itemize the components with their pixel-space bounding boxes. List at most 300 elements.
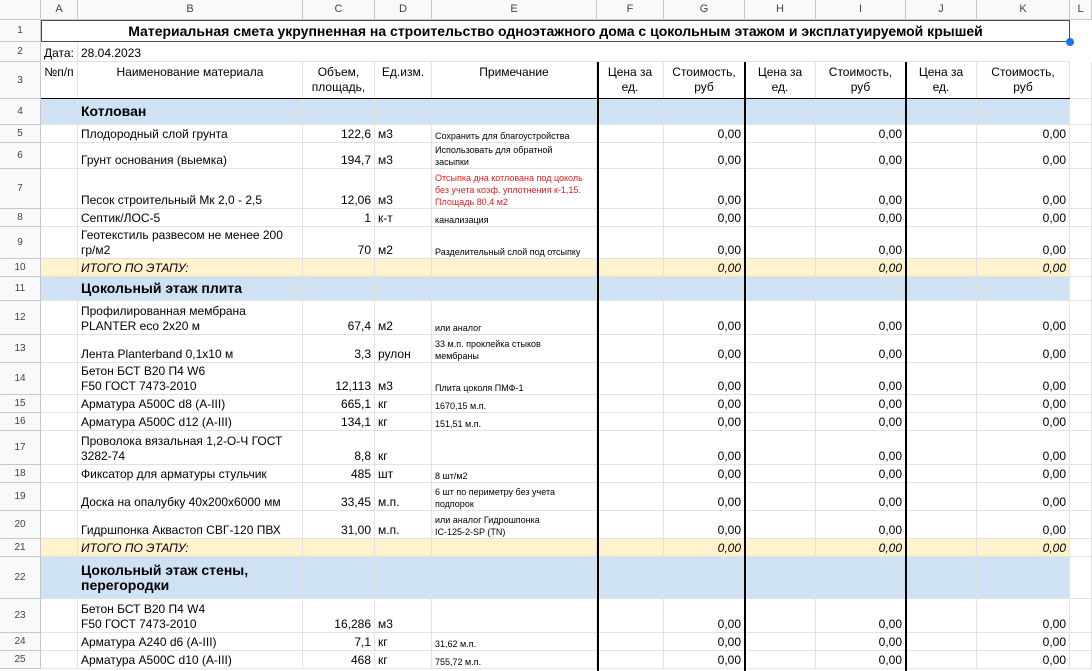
cost-cell[interactable]: 0,00 — [816, 335, 906, 363]
cell[interactable] — [597, 277, 664, 301]
cell[interactable] — [1070, 125, 1092, 143]
price-cell[interactable] — [597, 431, 664, 465]
price-cell[interactable] — [597, 227, 664, 259]
cost-cell[interactable]: 0,00 — [816, 483, 906, 511]
price-cell[interactable] — [906, 363, 977, 395]
material-name[interactable]: Лента Planterband 0,1х10 м — [78, 335, 303, 363]
section-title[interactable] — [78, 99, 303, 125]
cost-cell[interactable]: 0,00 — [816, 599, 906, 633]
cost-cell[interactable]: 0,00 — [816, 413, 906, 431]
row-number[interactable]: 6 — [0, 143, 41, 169]
note-cell[interactable]: или аналог — [432, 301, 597, 335]
price-cell[interactable] — [906, 539, 977, 557]
volume-cell[interactable]: 468 — [303, 651, 375, 669]
price-cell[interactable] — [597, 259, 664, 277]
section-title[interactable] — [78, 277, 303, 301]
note-cell[interactable]: 33 м.п. проклейка стыков мембраны — [432, 335, 597, 363]
cell[interactable] — [41, 259, 78, 277]
material-name[interactable]: Арматура А500С d10 (А-III) — [78, 651, 303, 669]
price-cell[interactable] — [597, 169, 664, 209]
row-number[interactable]: 4 — [0, 99, 41, 125]
material-name[interactable]: Геотекстиль развесом не менее 200 гр/м2 — [78, 227, 303, 259]
cell[interactable] — [41, 227, 78, 259]
cost-cell[interactable]: 0,00 — [977, 143, 1070, 169]
price-cell[interactable] — [745, 169, 816, 209]
row-number[interactable]: 8 — [0, 209, 41, 227]
unit-cell[interactable] — [375, 539, 432, 557]
price-cell[interactable] — [906, 209, 977, 227]
cost-cell[interactable]: 0,00 — [664, 143, 745, 169]
unit-cell[interactable]: м3 — [375, 143, 432, 169]
material-name[interactable]: Бетон БСТ В20 П4 W6 F50 ГОСТ 7473-2010 — [78, 363, 303, 395]
column-header-g[interactable]: G — [664, 0, 745, 20]
cost-cell[interactable]: 0,00 — [664, 511, 745, 539]
header-num[interactable]: №п/п — [41, 62, 78, 99]
cell[interactable] — [1070, 169, 1092, 209]
cell[interactable] — [977, 99, 1070, 125]
price-cell[interactable] — [906, 651, 977, 669]
cost-cell[interactable]: 0,00 — [664, 259, 745, 277]
header-note[interactable]: Примечание — [432, 62, 597, 99]
note-cell[interactable] — [432, 539, 597, 557]
row-number[interactable]: 1 — [0, 20, 41, 42]
column-header-l[interactable]: L — [1070, 0, 1092, 20]
cell[interactable] — [1070, 413, 1092, 431]
row-number[interactable]: 16 — [0, 413, 41, 431]
cell[interactable] — [1070, 335, 1092, 363]
header-cost-3[interactable]: Стоимость, руб — [977, 62, 1070, 99]
cost-cell[interactable]: 0,00 — [664, 599, 745, 633]
cell[interactable] — [1070, 483, 1092, 511]
volume-cell[interactable]: 70 — [303, 227, 375, 259]
cell[interactable] — [1070, 633, 1092, 651]
cell[interactable] — [816, 277, 906, 301]
cell[interactable] — [745, 99, 816, 125]
material-name[interactable]: Плодородный слой грунта — [78, 125, 303, 143]
total-label[interactable]: ИТОГО ПО ЭТАПУ: — [78, 259, 303, 277]
note-cell[interactable] — [432, 599, 597, 633]
note-cell[interactable]: Плита цоколя ПМФ-1 — [432, 363, 597, 395]
column-header-b[interactable]: B — [78, 0, 303, 20]
price-cell[interactable] — [597, 599, 664, 633]
cost-cell[interactable]: 0,00 — [664, 413, 745, 431]
header-price-3[interactable]: Цена за ед. — [906, 62, 977, 99]
price-cell[interactable] — [745, 227, 816, 259]
row-number[interactable]: 2 — [0, 42, 41, 62]
cost-cell[interactable]: 0,00 — [816, 143, 906, 169]
cost-cell[interactable]: 0,00 — [664, 395, 745, 413]
cost-cell[interactable]: 0,00 — [816, 227, 906, 259]
volume-cell[interactable] — [303, 539, 375, 557]
material-name[interactable]: Септик/ЛОС-5 — [78, 209, 303, 227]
unit-cell[interactable]: м3 — [375, 169, 432, 209]
note-cell[interactable]: 8 шт/м2 — [432, 465, 597, 483]
cost-cell[interactable]: 0,00 — [664, 227, 745, 259]
cell[interactable] — [1070, 599, 1092, 633]
cost-cell[interactable]: 0,00 — [816, 209, 906, 227]
cell[interactable] — [597, 557, 664, 599]
volume-cell[interactable]: 665,1 — [303, 395, 375, 413]
cell[interactable] — [41, 169, 78, 209]
note-cell[interactable] — [432, 259, 597, 277]
cell[interactable] — [375, 99, 432, 125]
cell[interactable] — [41, 363, 78, 395]
cell[interactable] — [1070, 431, 1092, 465]
cost-cell[interactable]: 0,00 — [664, 335, 745, 363]
cell[interactable] — [1070, 539, 1092, 557]
material-name[interactable]: Грунт основания (выемка) — [78, 143, 303, 169]
column-header-a[interactable]: A — [41, 0, 78, 20]
date-label-cell[interactable]: Дата: — [41, 42, 78, 62]
section-title[interactable] — [78, 557, 303, 599]
note-cell[interactable]: канализация — [432, 209, 597, 227]
unit-cell[interactable]: кг — [375, 651, 432, 669]
cell[interactable] — [432, 557, 597, 599]
cell[interactable] — [41, 209, 78, 227]
note-cell[interactable]: 31,62 м.п. — [432, 633, 597, 651]
cost-cell[interactable]: 0,00 — [977, 633, 1070, 651]
cell[interactable] — [303, 277, 375, 301]
volume-cell[interactable]: 1 — [303, 209, 375, 227]
price-cell[interactable] — [906, 335, 977, 363]
cell[interactable] — [41, 99, 78, 125]
column-header-d[interactable]: D — [375, 0, 432, 20]
cost-cell[interactable]: 0,00 — [977, 511, 1070, 539]
volume-cell[interactable]: 485 — [303, 465, 375, 483]
unit-cell[interactable]: м3 — [375, 363, 432, 395]
row-number[interactable]: 15 — [0, 395, 41, 413]
cell[interactable] — [1070, 557, 1092, 599]
price-cell[interactable] — [906, 511, 977, 539]
cell[interactable] — [41, 599, 78, 633]
cell[interactable] — [375, 557, 432, 599]
price-cell[interactable] — [906, 143, 977, 169]
price-cell[interactable] — [597, 539, 664, 557]
column-header-c[interactable]: C — [303, 0, 375, 20]
column-header-h[interactable]: H — [745, 0, 816, 20]
cell[interactable] — [41, 511, 78, 539]
unit-cell[interactable]: шт — [375, 465, 432, 483]
row-number[interactable]: 14 — [0, 363, 41, 395]
cell[interactable] — [906, 557, 977, 599]
unit-cell[interactable]: кг — [375, 395, 432, 413]
cell[interactable] — [41, 539, 78, 557]
column-header-e[interactable]: E — [432, 0, 597, 20]
unit-cell[interactable] — [375, 259, 432, 277]
cost-cell[interactable]: 0,00 — [977, 599, 1070, 633]
cell[interactable] — [597, 99, 664, 125]
price-cell[interactable] — [745, 125, 816, 143]
cost-cell[interactable]: 0,00 — [664, 633, 745, 651]
cell[interactable] — [1070, 511, 1092, 539]
cost-cell[interactable]: 0,00 — [816, 395, 906, 413]
cell[interactable] — [41, 633, 78, 651]
header-cost-2[interactable]: Стоимость, руб — [816, 62, 906, 99]
price-cell[interactable] — [906, 465, 977, 483]
price-cell[interactable] — [597, 465, 664, 483]
row-number[interactable]: 23 — [0, 599, 41, 633]
cost-cell[interactable]: 0,00 — [664, 125, 745, 143]
price-cell[interactable] — [906, 227, 977, 259]
cost-cell[interactable]: 0,00 — [816, 651, 906, 669]
price-cell[interactable] — [906, 483, 977, 511]
price-cell[interactable] — [745, 511, 816, 539]
price-cell[interactable] — [745, 431, 816, 465]
unit-cell[interactable]: к-т — [375, 209, 432, 227]
cost-cell[interactable]: 0,00 — [664, 431, 745, 465]
price-cell[interactable] — [745, 363, 816, 395]
note-cell[interactable]: Отсыпка дна котлована под цоколь без учета коэф. уплотнения к-1,15. Площадь 80,4 м2 — [432, 169, 597, 209]
cell[interactable] — [303, 99, 375, 125]
cell[interactable] — [1070, 143, 1092, 169]
header-price-1[interactable]: Цена за ед. — [597, 62, 664, 99]
cost-cell[interactable]: 0,00 — [664, 209, 745, 227]
material-name[interactable]: Бетон БСТ В20 П4 W4 F50 ГОСТ 7473-2010 — [78, 599, 303, 633]
row-number[interactable]: 12 — [0, 301, 41, 335]
volume-cell[interactable]: 67,4 — [303, 301, 375, 335]
price-cell[interactable] — [906, 431, 977, 465]
cost-cell[interactable]: 0,00 — [977, 169, 1070, 209]
cell[interactable] — [1070, 465, 1092, 483]
row-number[interactable]: 24 — [0, 633, 41, 651]
cell[interactable] — [41, 557, 78, 599]
material-name[interactable]: Арматура А240 d6 (А-III) — [78, 633, 303, 651]
cell[interactable] — [1070, 301, 1092, 335]
row-number[interactable]: 9 — [0, 227, 41, 259]
cost-cell[interactable]: 0,00 — [977, 651, 1070, 669]
price-cell[interactable] — [597, 651, 664, 669]
unit-cell[interactable]: м3 — [375, 125, 432, 143]
row-number[interactable]: 21 — [0, 539, 41, 557]
row-number[interactable]: 22 — [0, 557, 41, 599]
cell[interactable] — [906, 277, 977, 301]
unit-cell[interactable]: м2 — [375, 301, 432, 335]
volume-cell[interactable]: 194,7 — [303, 143, 375, 169]
cost-cell[interactable]: 0,00 — [977, 335, 1070, 363]
cell[interactable] — [1070, 99, 1092, 125]
price-cell[interactable] — [597, 483, 664, 511]
price-cell[interactable] — [745, 209, 816, 227]
cell[interactable] — [816, 557, 906, 599]
cell[interactable] — [1070, 209, 1092, 227]
date-value-cell[interactable]: 28.04.2023 — [78, 42, 1070, 62]
cell[interactable] — [906, 99, 977, 125]
material-name[interactable]: Фиксатор для арматуры стульчик — [78, 465, 303, 483]
volume-cell[interactable]: 7,1 — [303, 633, 375, 651]
cost-cell[interactable]: 0,00 — [977, 465, 1070, 483]
cost-cell[interactable]: 0,00 — [977, 125, 1070, 143]
note-cell[interactable]: 6 шт по периметру без учета подпорок — [432, 483, 597, 511]
note-cell[interactable]: Разделительный слой под отсыпку — [432, 227, 597, 259]
column-header-k[interactable]: K — [977, 0, 1070, 20]
cost-cell[interactable]: 0,00 — [816, 259, 906, 277]
cost-cell[interactable]: 0,00 — [977, 259, 1070, 277]
price-cell[interactable] — [597, 363, 664, 395]
header-name[interactable]: Наименование материала — [78, 62, 303, 99]
row-number[interactable]: 5 — [0, 125, 41, 143]
cost-cell[interactable]: 0,00 — [816, 301, 906, 335]
cost-cell[interactable]: 0,00 — [816, 363, 906, 395]
cost-cell[interactable]: 0,00 — [977, 395, 1070, 413]
material-name[interactable]: Доска на опалубку 40х200х6000 мм — [78, 483, 303, 511]
unit-cell[interactable]: м.п. — [375, 483, 432, 511]
volume-cell[interactable] — [303, 259, 375, 277]
price-cell[interactable] — [745, 539, 816, 557]
volume-cell[interactable]: 31,00 — [303, 511, 375, 539]
volume-cell[interactable]: 12,06 — [303, 169, 375, 209]
unit-cell[interactable]: м.п. — [375, 511, 432, 539]
price-cell[interactable] — [906, 259, 977, 277]
note-cell[interactable]: 151,51 м.п. — [432, 413, 597, 431]
row-number[interactable]: 18 — [0, 465, 41, 483]
price-cell[interactable] — [745, 413, 816, 431]
cell[interactable] — [303, 557, 375, 599]
cell[interactable] — [432, 277, 597, 301]
cost-cell[interactable]: 0,00 — [816, 125, 906, 143]
price-cell[interactable] — [597, 143, 664, 169]
price-cell[interactable] — [597, 633, 664, 651]
row-number[interactable]: 11 — [0, 277, 41, 301]
header-price-2[interactable]: Цена за ед. — [745, 62, 816, 99]
cell[interactable] — [1070, 277, 1092, 301]
header-unit[interactable]: Ед.изм. — [375, 62, 432, 99]
note-cell[interactable]: 1670,15 м.п. — [432, 395, 597, 413]
cost-cell[interactable]: 0,00 — [664, 465, 745, 483]
price-cell[interactable] — [597, 125, 664, 143]
cost-cell[interactable]: 0,00 — [664, 651, 745, 669]
price-cell[interactable] — [906, 599, 977, 633]
material-name[interactable]: Гидршпонка Аквастоп СВГ-120 ПВХ — [78, 511, 303, 539]
price-cell[interactable] — [745, 335, 816, 363]
cell[interactable] — [41, 143, 78, 169]
cost-cell[interactable]: 0,00 — [977, 227, 1070, 259]
cell[interactable] — [664, 277, 745, 301]
volume-cell[interactable]: 8,8 — [303, 431, 375, 465]
cost-cell[interactable]: 0,00 — [816, 539, 906, 557]
unit-cell[interactable]: кг — [375, 431, 432, 465]
cell[interactable] — [41, 277, 78, 301]
cell[interactable] — [816, 99, 906, 125]
note-cell[interactable] — [432, 431, 597, 465]
unit-cell[interactable]: кг — [375, 633, 432, 651]
row-number[interactable]: 3 — [0, 62, 41, 99]
cost-cell[interactable]: 0,00 — [816, 633, 906, 651]
price-cell[interactable] — [597, 413, 664, 431]
column-header-i[interactable]: I — [816, 0, 906, 20]
price-cell[interactable] — [597, 511, 664, 539]
price-cell[interactable] — [906, 395, 977, 413]
row-number[interactable]: 13 — [0, 335, 41, 363]
cell[interactable] — [1070, 395, 1092, 413]
cell[interactable] — [745, 557, 816, 599]
cell[interactable] — [1070, 651, 1092, 669]
cell[interactable] — [41, 335, 78, 363]
cell[interactable] — [41, 125, 78, 143]
cost-cell[interactable]: 0,00 — [816, 465, 906, 483]
cost-cell[interactable]: 0,00 — [816, 431, 906, 465]
price-cell[interactable] — [745, 651, 816, 669]
cell[interactable] — [41, 651, 78, 669]
total-label[interactable]: ИТОГО ПО ЭТАПУ: — [78, 539, 303, 557]
select-all-corner[interactable] — [0, 0, 41, 20]
price-cell[interactable] — [597, 335, 664, 363]
cost-cell[interactable]: 0,00 — [664, 539, 745, 557]
unit-cell[interactable]: кг — [375, 413, 432, 431]
price-cell[interactable] — [906, 633, 977, 651]
cost-cell[interactable]: 0,00 — [664, 363, 745, 395]
price-cell[interactable] — [745, 465, 816, 483]
cell[interactable] — [375, 277, 432, 301]
note-cell[interactable]: Использовать для обратной засыпки — [432, 143, 597, 169]
cell[interactable] — [41, 413, 78, 431]
unit-cell[interactable]: м3 — [375, 599, 432, 633]
cell[interactable] — [664, 557, 745, 599]
column-header-j[interactable]: J — [906, 0, 977, 20]
cost-cell[interactable]: 0,00 — [977, 483, 1070, 511]
price-cell[interactable] — [906, 301, 977, 335]
cost-cell[interactable]: 0,00 — [977, 301, 1070, 335]
price-cell[interactable] — [745, 259, 816, 277]
price-cell[interactable] — [745, 143, 816, 169]
cell[interactable] — [1070, 363, 1092, 395]
cell[interactable] — [664, 99, 745, 125]
row-number[interactable]: 17 — [0, 431, 41, 465]
volume-cell[interactable]: 3,3 — [303, 335, 375, 363]
material-name[interactable]: Песок строительный Мк 2,0 - 2,5 — [78, 169, 303, 209]
price-cell[interactable] — [906, 125, 977, 143]
column-header-f[interactable]: F — [597, 0, 664, 20]
volume-cell[interactable]: 12,113 — [303, 363, 375, 395]
price-cell[interactable] — [906, 169, 977, 209]
price-cell[interactable] — [745, 395, 816, 413]
note-cell[interactable]: или аналог Гидрошпонка IC-125-2-SP (TN) — [432, 511, 597, 539]
row-number[interactable]: 20 — [0, 511, 41, 539]
price-cell[interactable] — [745, 301, 816, 335]
volume-cell[interactable]: 134,1 — [303, 413, 375, 431]
note-cell[interactable]: Сохранить для благоустройства — [432, 125, 597, 143]
cost-cell[interactable]: 0,00 — [977, 431, 1070, 465]
cell[interactable] — [41, 395, 78, 413]
cost-cell[interactable]: 0,00 — [816, 169, 906, 209]
unit-cell[interactable]: рулон — [375, 335, 432, 363]
material-name[interactable]: Проволока вязальная 1,2-О-Ч ГОСТ 3282-74 — [78, 431, 303, 465]
price-cell[interactable] — [745, 633, 816, 651]
cell[interactable] — [41, 465, 78, 483]
price-cell[interactable] — [597, 301, 664, 335]
note-cell[interactable]: 755,72 м.п. — [432, 651, 597, 669]
row-number[interactable]: 19 — [0, 483, 41, 511]
volume-cell[interactable]: 33,45 — [303, 483, 375, 511]
cell[interactable] — [1070, 227, 1092, 259]
cost-cell[interactable]: 0,00 — [664, 301, 745, 335]
cell[interactable] — [977, 557, 1070, 599]
price-cell[interactable] — [745, 599, 816, 633]
cost-cell[interactable]: 0,00 — [977, 363, 1070, 395]
price-cell[interactable] — [745, 483, 816, 511]
unit-cell[interactable]: м2 — [375, 227, 432, 259]
volume-cell[interactable]: 16,286 — [303, 599, 375, 633]
cell[interactable] — [1070, 62, 1092, 99]
cell[interactable] — [1070, 259, 1092, 277]
cell[interactable] — [432, 99, 597, 125]
volume-cell[interactable]: 122,6 — [303, 125, 375, 143]
row-number[interactable]: 10 — [0, 259, 41, 277]
sheet-title-cell[interactable]: Материальная смета укрупненная на строительство одноэтажного дома с цокольным этажом и эксплатуируемой крышей — [41, 20, 1070, 42]
cell[interactable] — [41, 431, 78, 465]
material-name[interactable]: Профилированная мембрана PLANTER eco 2х20 м — [78, 301, 303, 335]
cost-cell[interactable]: 0,00 — [977, 413, 1070, 431]
header-cost-1[interactable]: Стоимость, руб — [664, 62, 745, 99]
